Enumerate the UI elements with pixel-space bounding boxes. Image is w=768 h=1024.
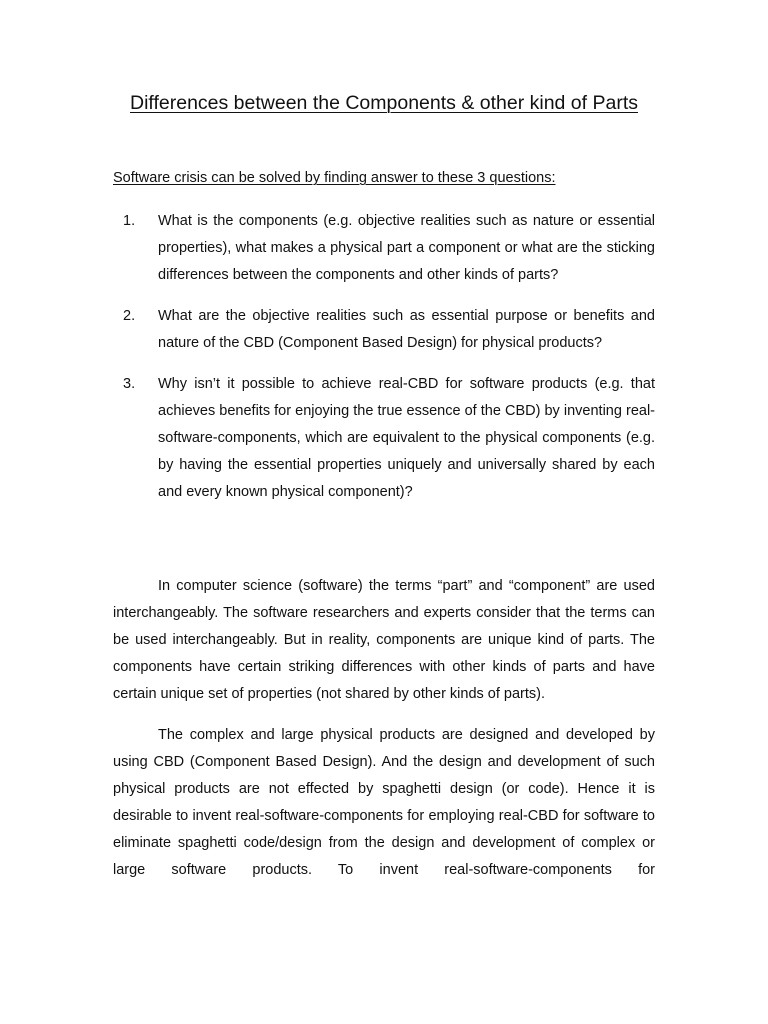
question-item-2 [113,303,655,357]
question-text: Why isn’t it possible to achieve real-CBD for software products (e.g. that achieves benefits for enjoying the true essence of the CBD) by inventing real-software-components, which are equivalent to the physical components (e.g. by having the essential properties uniquely and universally shared by each and every known physical component)? [158,376,655,500]
question-number: 1. [123,213,136,229]
question-text: What are the objective realities such as essential purpose or benefits and nature of the CBD (Component Based Design) for physical products? [158,308,655,351]
question-item-3 [113,371,655,506]
question-number: 2. [123,308,136,324]
questions-list [113,208,655,520]
body-paragraph-1: In computer science (software) the terms “part” and “component” are used interchangeably. The software researchers and experts consider that the terms can be used interchangeably. But in reality, components are unique kind of parts. The components have certain striking differences with other kinds of parts and have certain unique set of properties (not shared by other kinds of parts). [113,578,655,702]
question-number: 3. [123,376,136,392]
page-title: Differences between the Components & other kind of Parts [129,92,638,114]
question-item-1 [113,208,655,289]
question-text: What is the components (e.g. objective realities such as nature or essential properties), what makes a physical part a component or what are the sticking differences between the components and other kinds of parts? [158,213,655,283]
intro-heading: Software crisis can be solved by finding answer to these 3 questions: [113,170,556,186]
body-paragraph-2: The complex and large physical products are designed and developed by using CBD (Component Based Design). And the design and development of such physical products are not effected by spaghetti design (or code). Hence it is desirable to invent real-software-components for employing real-CBD for software to eliminate spaghetti code/design from the design and development of complex or large software products. To invent real-software-components for [113,727,655,878]
